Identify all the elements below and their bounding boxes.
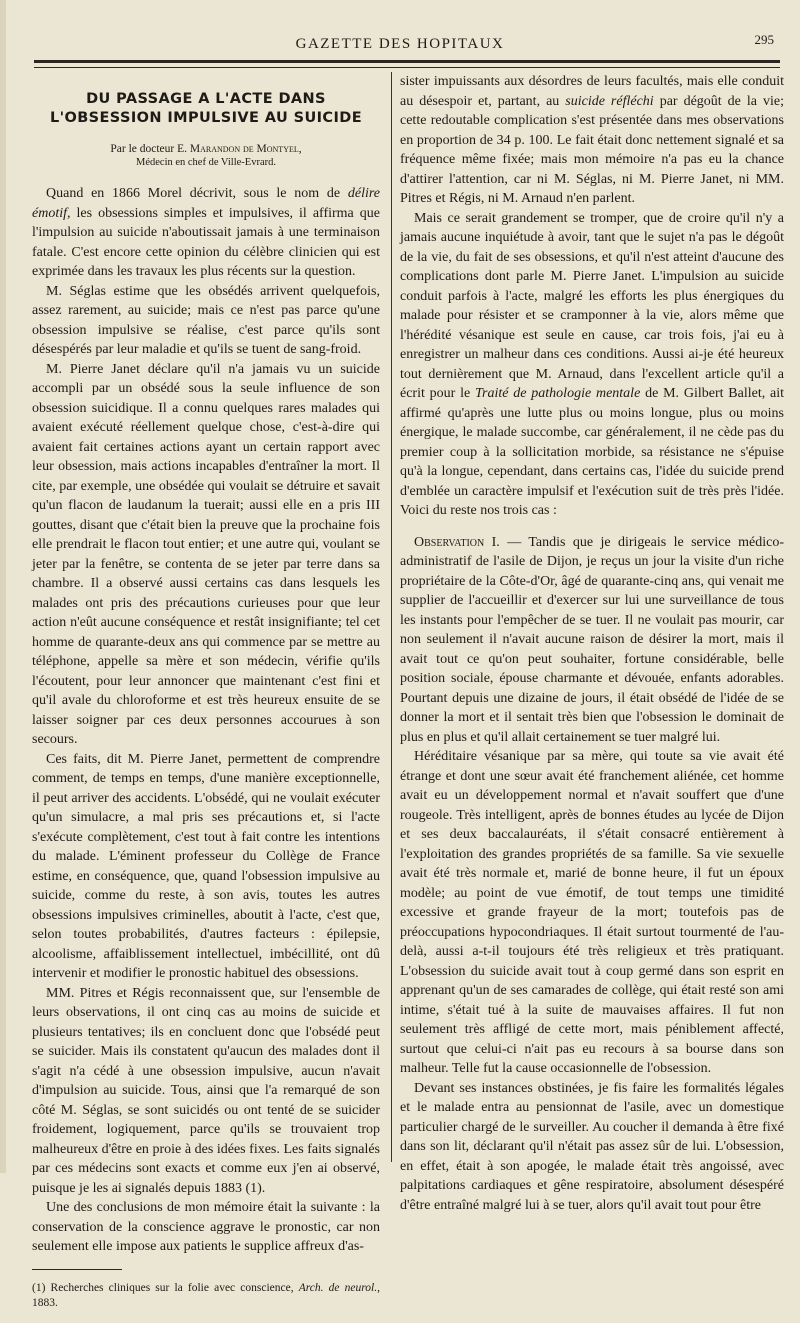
- paragraph-4: Ces faits, dit M. Pierre Janet, permettent de comprendre comment, de temps en temps, d'une manière exceptionnelle, il peut arriver des accidents. L'obsédé, qui ne voulait exécuter qu'un simulacre, a mal pris ses précautions et, si l'acte s'exécute complètement, c'est tout à fait contre les intentions du malade. L'éminent professeur du Collège de France estime, en conséquence, que, quand l'obsession impulsive au suicide, comme du reste, à son avis, toutes les autres obsessions impulsives criminelles, aboutit à l'acte, c'est que, selon toutes probabilités, d'autres facteurs : épilepsie, alcoolisme, affaiblissement intellectuel, imbécillité, ont dû intervenir et modifier le pronostic habituel des obsessions.: [32, 751, 380, 981]
- left-column: [32, 78, 380, 1323]
- paragraph-6: Une des conclusions de mon mémoire était la suivante : la conservation de la conscience aggrave le pronostic, car non seulement elle impose aux patients le supplice affreux d'as-: [32, 1200, 380, 1254]
- paragraph-5: MM. Pitres et Régis reconnaissent que, sur l'ensemble de leurs observations, il ont cinq cas au moins de suicide et plusieurs tentatives; ils en concluent donc que l'obsédé peut se suicider. Mais ils constatent qu'aucun des malades dont il s'agit n'a cédé à une obsession impulsive, aucun n'avait d'impulsion au suicide. Tous, ainsi que l'a remarqué de son côté M. Séglas, se sont suicidés ou ont tenté de se suicider froidement, logiquement, parce qu'ils se trouvaient trop malheureux d'être en proie à des idées fixes. Les faits signalés par ces médecins sont exacts et comme eux j'en ai observé, puisque je les ai signalés depuis 1883 (1).: [32, 985, 380, 1196]
- article-title: DU PASSAGE A L'ACTE DANS L'OBSESSION IMPULSIVE AU SUICIDE: [49, 91, 362, 126]
- footnote-rule: [32, 1269, 122, 1270]
- r2-italic: Traité de pathologie mentale: [475, 386, 641, 401]
- header-rule-thin: [34, 67, 780, 68]
- observation-label: Observation I.: [414, 534, 500, 550]
- r2-text-a: Mais ce serait grandement se tromper, que de croire qu'il n'y a jamais aucune inquiétude à avoir, tant que le sujet n'a pas le dégoût de la vie, du fait de ses obsessions, et qu'il n'est atteint d'aucune des complications dont parle M. Pierre Janet. L'impulsion au suicide conduit parfois à l'acte, malgré les efforts les plus énergiques du malade pour résister et se cramponner à la vie, alors même que l'hérédité vésanique est seule en cause, car trois fois, j'ai eu à enregistrer un malheur dans ces conditions. Aussi ai-je été heureux tout dernièrement que M. Arnaud, dans l'excellent article qu'il a écrit pour le: [400, 210, 784, 401]
- footnote-text-a: (1) Recherches cliniques sur la folie avec conscience,: [32, 1282, 299, 1294]
- right-paragraph-5: Devant ses instances obstinées, je fis faire les formalités légales et le malade entra au pensionnat de l'asile, avec un domestique particulier chargé de le surveiller. Au coucher il demanda à être fixé dans son lit, déclarant qu'il n'était pas assez sûr de lui. L'obsession, en effet, était à son apogée, le malade était très angoissé, avec palpitations cardiaques et gêne respiratoire, absolument désespéré d'être entraîné malgré lui à se tuer, alors qu'il avait tout pour être: [400, 1080, 784, 1213]
- author-affiliation: Médecin en chef de Ville-Evrard.: [136, 157, 276, 168]
- page-edge-shadow: [0, 0, 6, 1173]
- p1-italic: délire émotif,: [32, 186, 380, 221]
- right-paragraph-2: [400, 209, 784, 521]
- paragraph-2: M. Séglas estime que les obsédés arrivent quelquefois, assez rarement, au suicide; mais ce n'est pas parce qu'une obsession impulsive se réalise, c'est parce qu'ils sont désespérés par leur maladie et qu'ils se tuent de sang-froid.: [32, 283, 380, 357]
- paragraph-3: M. Pierre Janet déclare qu'il n'a jamais vu un suicide accompli par un obsédé sous la seule influence de son obsession suicidique. Il a connu quelques rares malades qui avaient exécuté réellement quelque chose, c'est-à-dire qui avaient fait certaines actions ayant un certain rapport avec leur obsession, mais actions incapables d'entraîner la mort. Il cite, par exemple, une obsédée qui voulait se détruire et savait qu'un flacon de laudanum la tuerait; aussi elle en a pris III gouttes, disant que c'était bien la preuve que la prochaine fois elle prendrait le flacon tout entier; et une autre qui, voulant se jeter par la fenêtre, se contenta de se jeter par terre dans sa chambre. Il a observé aussi certains cas dans lesquels les malades ont pris des précautions curieuses pour que leur action n'eût aucune conséquence et restât insignifiante; tel cet homme de quarante-deux ans qui commence par se mettre au téléphone, appelle sa mère et son médecin, vérifie qu'ils l'écoutent, pour leur annoncer que maintenant c'est fini et qu'il avale du chloroforme et est très heureux ensuite de se laisser soigner par ces deux personnes accourues à son secours.: [32, 361, 380, 747]
- r1-italic: suicide réfléchi: [565, 93, 654, 109]
- page-number: 295: [754, 32, 774, 47]
- p1-text-a: Quand en 1866 Morel décrivit, sous le nom de: [46, 186, 348, 201]
- right-paragraph-1: [400, 72, 784, 209]
- column-divider: [391, 72, 392, 1162]
- observation-text: — Tandis que je dirigeais le service médico-administratif de l'asile de Dijon, je reçus un jour la visite d'un riche propriétaire de la Côte-d'Or, âgé de quarante-cinq ans, qui venait me supplier de l'accueillir et d'exercer sur lui une surveillance de tous les instants pour l'empêcher de se tuer. Il ne voulait pas mourir, car non seulement il n'avait aucune raison de désirer la mort, mais il avait tout ce qu'on peut souhaiter, fortune considérable, belle position sociale, épouse charmante et dévouée, enfants adorables. Pourtant depuis une dizaine de jours, il était obsédé de l'idée de se donner la mort et il sentait très bien que l'obsession le dominait de plus en plus et qu'il allait certainement se tuer malgré lui.: [400, 534, 784, 745]
- header-rule-thick: [34, 60, 780, 63]
- right-paragraph-4: Héréditaire vésanique par sa mère, qui toute sa vie avait été étrange et dont une sœur avait été franchement aliénée, cet homme avait eu un développement normal et n'avait souffert que d'une rougeole. Très intelligent, après de bonnes études au lycée de Dijon et ses deux baccalauréats, il s'était consacré entièrement à l'exploitation des grandes propriétés de sa famille. Sa vie sexuelle avait été très normale et, marié de bonne heure, il fut un époux modèle; au point de vue émotif, de tout temps une timidité excessive et grande frayeur de la mort; toutefois pas de préoccupations hypocondriaques. Il était surtout tourmenté de l'au-delà, aussi a-t-il toujours été très religieux et très pratiquant. L'obsession du suicide avait tout à coup germé dans son esprit en apprenant qu'un de ses camarades de collège, qui était resté son ami intime, s'était tué à la suite de mauvaises affaires. Il fut non seulement très affligé de cette mort, mais péniblement affecté, surtout que celui-ci n'ait pas eu recours à sa bourse dans son malheur. Telle fut la cause occasionnelle de l'obsession.: [400, 749, 784, 1076]
- observation-paragraph: [400, 533, 784, 748]
- r2-text-b: de M. Gilbert Ballet, ait affirmé qu'après une lutte plus ou moins longue, plus ou moins énergique, le malade succombe, car généralement, il ne cède pas du premier coup à la sollicitation morbide, sa résistance ne s'épuise qu'à la longue, cependant, dans certains cas, l'idée du suicide prend d'emblée un caractère impulsif et l'exécution suit de très près l'idée. Voici du reste nos trois cas :: [400, 386, 785, 518]
- author-name: Marandon de Montyel,: [189, 143, 302, 155]
- r1-text-a: sister impuissants aux désordres de leurs facultés, mais elle conduit au désespoir et, partant, au: [400, 74, 784, 109]
- footnote-italic: Arch. de neurol.: [298, 1282, 378, 1294]
- byline-prefix: Par le docteur E.: [110, 143, 190, 155]
- footnote: [32, 1281, 380, 1311]
- paragraph-1: [32, 184, 380, 282]
- footnote-text-b: , 1883.: [32, 1282, 380, 1309]
- running-head: GAZETTE DES HOPITAUX: [295, 36, 505, 52]
- r1-text-b: par dégoût de la vie; cette redoutable complication s'est présentée dans mes observations en proportion de 34 p. 100. Le fait était donc nettement signalé et sa fréquence même fixée; mais mon mémoire n'a pas eu la chance d'attirer l'attention, car ni M. Séglas, ni M. Pierre Janet, ni MM. Pitres et Régis, ni M. Arnaud n'en parlent.: [400, 93, 784, 206]
- article-byline: [32, 142, 380, 156]
- right-column: [400, 72, 784, 1215]
- p1-text-b: les obsessions simples et impulsives, il affirma que l'impulsion au suicide n'aboutissait jamais à une terminaison fatale. C'est encore cette opinion du célèbre clinicien qui est exprimée dans les travaux les plus récents sur la question.: [32, 205, 380, 279]
